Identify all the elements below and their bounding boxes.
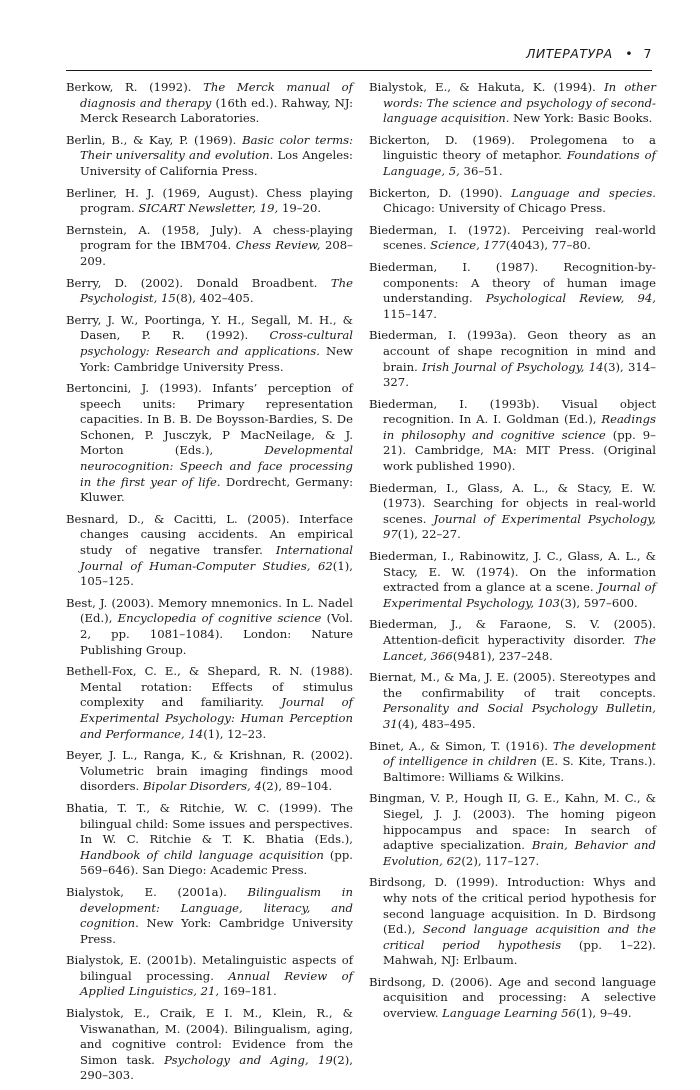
reference-text: (pp. 9–21). Cambridge, MA: MIT Press. (Original work published 1990). <box>383 427 657 474</box>
reference-text: Bialystok, E., & Hakuta, K. (1994). <box>369 80 605 94</box>
reference-entry <box>66 1006 353 1084</box>
reference-entry <box>66 885 353 947</box>
reference-text: Beyer, J. L., Ranga, K., & Krishnan, R. (2002). Volumetric brain imaging findings mood disorders. <box>66 748 353 794</box>
reference-text: Bernstein, A. (1958, July). A chess-playing program for the IBM704. <box>66 222 353 253</box>
reference-text: Chicago: University of Chicago Press. <box>383 201 606 216</box>
reference-entry <box>369 133 656 180</box>
reference-text: Biederman, I. (1993b). Visual object recognition. In A. I. Goldman (Ed.), <box>369 396 656 427</box>
reference-text: Biernat, M., & Ma, J. E. (2005). Stereotypes and the confirmability of trait concepts. <box>369 670 656 700</box>
reference-title-italic: Psychological Review, 94, <box>485 291 656 306</box>
reference-title-italic: SICART Newsletter, 19, <box>138 201 279 216</box>
reference-text: Biederman, I., Glass, A. L., & Stacy, E. W. (1973). Searching for objects in real-world scenes. <box>369 480 656 526</box>
reference-title-italic: Personality and Social Psychology Bulletin, 31 <box>383 701 656 731</box>
reference-text: New York: Cambridge University Press. <box>80 916 353 946</box>
reference-text: (pp. 569–646). San Diego: Academic Press. <box>80 847 354 878</box>
reference-text: Biederman, I., Rabinowitz, J. C., Glass, A. L., & Stacy, E. W. (1974). On the information extracted from a glance at a scene. <box>369 549 656 595</box>
reference-text: (3), 314–327. <box>383 359 657 390</box>
reference-title-italic: Second language acquisition and the critical period hypothesis <box>383 922 656 952</box>
reference-entry <box>369 549 656 611</box>
reference-entry <box>369 80 656 127</box>
reference-text: (1), 105–125. <box>80 558 353 589</box>
reference-entry <box>66 186 353 217</box>
reference-text: (4), 483–495. <box>397 716 476 731</box>
reference-text: (pp. 1–22). Mahwah, NJ: Erlbaum. <box>383 937 657 968</box>
reference-text: Best, J. (2003). Memory mnemonics. In L. Nadel (Ed.), <box>66 595 353 626</box>
reference-title-italic: Developmental neurocognition: Speech and face processing in the first year of life. <box>80 443 353 489</box>
reference-text: Biederman, I. (1993a). Geon theory as an account of shape recognition in mind and brain. <box>369 328 656 374</box>
reference-text: Bialystok, E., Craik, E I. M., Klein, R., & Viswanathan, M. (2004). Bilingualism, aging, and cognitive control: Evidence from the Simon task. <box>66 1006 353 1067</box>
reference-text: (9481), 237–248. <box>452 648 553 663</box>
reference-text: Berry, D. (2002). Donald Broadbent. <box>66 275 331 290</box>
reference-title-italic: The Lancet, 366 <box>383 633 656 663</box>
reference-entry <box>369 328 656 390</box>
reference-title-italic: Brain, Behavior and Evolution, 62 <box>383 838 656 868</box>
reference-text: Berry, J. W., Poortinga, Y. H., Segall, M. H., & Dasen, P. R. (1992). <box>66 312 353 343</box>
reference-title-italic: Chess Review, <box>235 238 321 253</box>
reference-text: (E. S. Kite, Trans.). Baltimore: Williams & Wilkins. <box>383 754 656 784</box>
reference-title-italic: Bipolar Disorders, 4 <box>142 779 262 794</box>
reference-title-italic: Basic color terms: Their universality and evolution. <box>80 132 353 163</box>
reference-text: Los Angeles: University of California Press. <box>80 148 353 178</box>
reference-text: Biederman, J., & Faraone, S. V. (2005). Attention-deficit hyperactivity disorder. <box>369 617 656 647</box>
reference-text: (2), 117–127. <box>461 853 540 868</box>
reference-text: Bingman, V. P., Hough II, G. E., Kahn, M. C., & Siegel, J. J. (2003). The homing pigeon hippocampus and space: In search of adaptive specialization. <box>369 791 656 853</box>
reference-text: (1), 22–27. <box>397 527 461 542</box>
reference-entry <box>369 670 656 732</box>
reference-entry <box>369 186 656 217</box>
page-number: 7 <box>643 46 652 61</box>
reference-text: Besnard, D., & Cacitti, L. (2005). Interface changes causing accidents. An empirical study of negative transfer. <box>66 511 353 558</box>
reference-text: Biederman, I. (1972). Perceiving real-world scenes. <box>369 222 656 253</box>
reference-text: 169–181. <box>219 984 277 999</box>
reference-column-right <box>369 80 656 1028</box>
reference-text: Binet, A., & Simon, T. (1916). <box>369 738 553 753</box>
reference-title-italic: In other words: The science and psychology of second-language acquisition. <box>383 80 656 126</box>
reference-title-italic: The Merck manual of diagnosis and therapy <box>80 80 353 110</box>
reference-text: 115–147. <box>383 306 437 321</box>
reference-text: (3), 597–600. <box>559 595 638 610</box>
reference-text: (8), 402–405. <box>175 291 254 306</box>
reference-entry <box>369 481 656 543</box>
reference-text: 19–20. <box>278 201 322 216</box>
reference-title-italic: Readings in philosophy and cognitive science <box>383 412 656 442</box>
reference-text: Bialystok, E. (2001b). Metalinguistic aspects of bilingual processing. <box>66 953 353 983</box>
reference-title-italic: Irish Journal of Psychology, 14 <box>422 359 604 374</box>
reference-text: (1), 9–49. <box>575 1006 632 1021</box>
reference-title-italic: Journal of Experimental Psychology: Human Perception and Performance, 14 <box>80 695 353 741</box>
reference-text: Bethell-Fox, C. E., & Shepard, R. N. (1988). Mental rotation: Effects of stimulus complexity and familiarity. <box>66 664 353 710</box>
reference-entry <box>369 791 656 869</box>
reference-entry <box>369 223 656 254</box>
reference-text: (Vol. 2, pp. 1081–1084). London: Nature Publishing Group. <box>80 611 353 657</box>
reference-text: (16th ed.). Rahway, NJ: Merck Research Laboratories. <box>80 95 353 126</box>
reference-title-italic: Foundations of Language, 5, <box>383 148 656 178</box>
reference-entry <box>66 223 353 270</box>
reference-title-italic: The Psychologist, 15 <box>80 275 353 306</box>
reference-text: Berkow, R. (1992). <box>66 80 204 94</box>
reference-text: Biederman, I. (1987). Recognition-by-components: A theory of human image understanding. <box>369 259 656 306</box>
reference-text: Bickerton, D. (1969). Prolegomena to a linguistic theory of metaphor. <box>369 132 656 163</box>
reference-column-left <box>66 80 353 1090</box>
reference-text: 36–51. <box>459 163 503 178</box>
reference-text: Bialystok, E. (2001a). <box>66 884 248 899</box>
reference-title-italic: Language Learning 56 <box>442 1006 576 1021</box>
running-header <box>66 46 652 71</box>
reference-entry <box>66 381 353 506</box>
reference-title-italic: Annual Review of Applied Linguistics, 21, <box>80 968 353 999</box>
reference-entry <box>66 596 353 658</box>
reference-entry <box>369 397 656 475</box>
reference-title-italic: Psychology and Aging, 19 <box>164 1052 333 1067</box>
reference-text: 208–209. <box>80 238 353 268</box>
reference-entry <box>66 953 353 1000</box>
reference-title-italic: Encyclopedia of cognitive science <box>117 611 322 626</box>
reference-entry <box>369 260 656 322</box>
reference-text: New York: Basic Books. <box>509 111 653 126</box>
reference-entry <box>369 875 656 969</box>
header-text <box>526 46 652 61</box>
reference-entry <box>369 739 656 786</box>
reference-entry <box>369 975 656 1022</box>
reference-title-italic: Handbook of child language acquisition <box>80 847 324 862</box>
reference-text: Dordrecht, Germany: Kluwer. <box>80 474 353 505</box>
reference-title-italic: Cross-cultural psychology: Research and applications. <box>80 328 353 358</box>
reference-text: Bhatia, T. T., & Ritchie, W. C. (1999). The bilingual child: Some issues and perspectives. In W. C. Ritchie & T. K. Bhatia (Eds.), <box>66 800 353 847</box>
reference-entry <box>66 133 353 180</box>
reference-text: Birdsong, D. (1999). Introduction: Whys and why nots of the critical period hypothesis for second language acquisition. In D. Birdsong (Ed.), <box>369 875 656 937</box>
reference-title-italic: Science, 177 <box>430 238 506 253</box>
reference-title-italic: Journal of Experimental Psychology, 97 <box>383 511 656 542</box>
reference-text: (2), 290–303. <box>80 1052 353 1083</box>
reference-text: Bickerton, D. (1990). <box>369 185 512 200</box>
reference-entry <box>66 664 353 742</box>
reference-title-italic: The development of intelligence in children <box>383 738 656 769</box>
header-separator: • <box>625 46 634 61</box>
reference-entry <box>369 617 656 664</box>
section-title: ЛИТЕРАТУРА <box>525 46 613 61</box>
reference-text: Berliner, H. J. (1969, August). Chess playing program. <box>66 185 353 216</box>
reference-title-italic: Language and species. <box>511 185 656 200</box>
reference-text: Bertoncini, J. (1993). Infants’ perception of speech units: Primary representation capacities. In B. B. De Boysson-Bardies, S. De Schonen, P. Jusczyk, P MacNeilage, & J. Morton (Eds.), <box>66 381 353 458</box>
reference-entry <box>66 801 353 879</box>
reference-text: (4043), 77–80. <box>505 238 591 253</box>
reference-text: Berlin, B., & Kay, P. (1969). <box>66 132 243 147</box>
reference-title-italic: Journal of Experimental Psychology, 103 <box>383 580 656 610</box>
reference-title-italic: International Journal of Human-Computer Studies, 62 <box>80 543 353 573</box>
reference-entry <box>66 313 353 375</box>
reference-entry <box>66 80 353 127</box>
reference-text: Birdsong, D. (2006). Age and second language acquisition and processing: A selective overview. <box>369 974 656 1021</box>
reference-text: (2), 89–104. <box>261 779 333 794</box>
reference-entry <box>66 512 353 590</box>
reference-entry <box>66 276 353 307</box>
reference-text: (1), 12–23. <box>203 726 267 741</box>
reference-text: New York: Cambridge University Press. <box>80 343 353 374</box>
reference-entry <box>66 748 353 795</box>
reference-title-italic: Bilingualism in development: Language, literacy, and cognition. <box>80 884 353 931</box>
